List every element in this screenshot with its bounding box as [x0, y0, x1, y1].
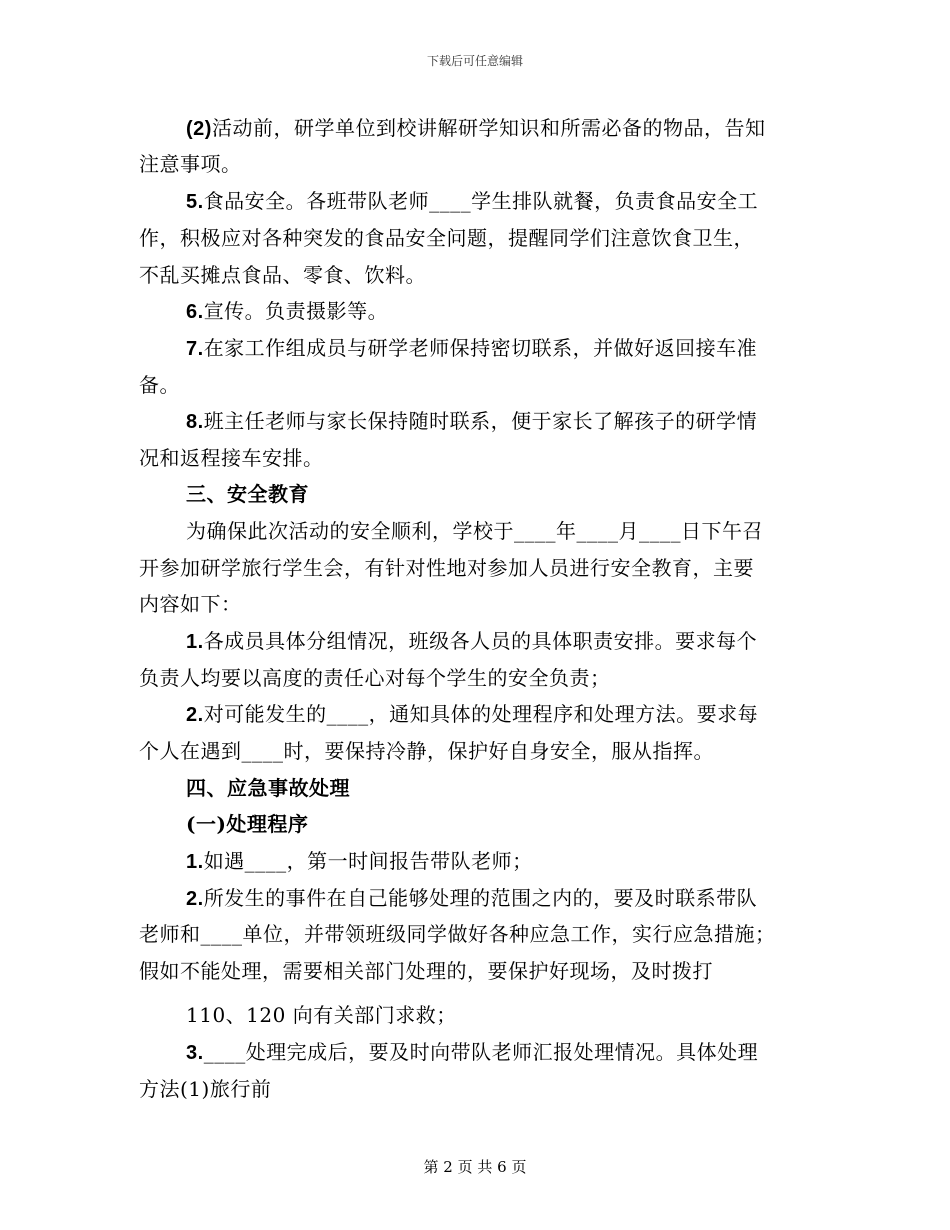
paragraph-line: 6.宣传。负责摄影等。 — [186, 299, 389, 323]
paragraph-line: 负责人均要以高度的责任心对每个学生的安全负责； — [139, 666, 611, 690]
paragraph-line: 2.所发生的事件在自己能够处理的范围之内的，要及时联系带队 — [186, 886, 758, 910]
paragraph-line: 个人在遇到____时，要保持冷静，保护好自身安全，服从指挥。 — [139, 739, 714, 763]
paragraph-line: 不乱买摊点食品、零食、饮料。 — [139, 263, 426, 287]
page-header: 下载后可任意编辑 — [426, 54, 523, 68]
paragraph-line: 为确保此次活动的安全顺利，学校于____年____月____日下午召 — [186, 519, 763, 543]
paragraph-line: 假如不能处理，需要相关部门处理的，要保护好现场，及时拨打 — [139, 959, 713, 983]
paragraph-line: 注意事项。 — [139, 152, 242, 176]
paragraph-line: 开参加研学旅行学生会，有针对性地对参加人员进行安全教育，主要 — [139, 556, 754, 580]
paragraph-line: 备。 — [139, 373, 180, 397]
paragraph-line: 5.食品安全。各班带队老师____学生排队就餐，负责食品安全工 — [186, 189, 759, 213]
paragraph-line: 方法(1)旅行前 — [139, 1077, 272, 1101]
paragraph-line: 1.各成员具体分组情况，班级各人员的具体职责安排。要求每个 — [186, 629, 758, 653]
paragraph-line: 110、120 向有关部门求救； — [186, 1003, 457, 1027]
paragraph-line: 8.班主任老师与家长保持随时联系，便于家长了解孩子的研学情 — [186, 409, 758, 433]
section-heading: 三、安全教育 — [186, 482, 309, 506]
paragraph-line: 1.如遇____，第一时间报告带队老师； — [186, 849, 533, 873]
paragraph-line: 老师和____单位，并带领班级同学做好各种应急工作，实行应急措施； — [139, 922, 776, 946]
page-footer: 第 2 页 共 6 页 — [423, 1158, 527, 1176]
paragraph-line: 作，积极应对各种突发的食品安全问题，提醒同学们注意饮食卫生， — [139, 226, 754, 250]
section-heading: 四、应急事故处理 — [186, 776, 350, 800]
paragraph-line: 2.对可能发生的____，通知具体的处理程序和处理方法。要求每 — [186, 702, 759, 726]
paragraph-line: 7.在家工作组成员与研学老师保持密切联系，并做好返回接车准 — [186, 336, 758, 360]
paragraph-line: 3.____处理完成后，要及时向带队老师汇报处理情况。具体处理 — [186, 1040, 759, 1064]
paragraph-line: 况和返程接车安排。 — [139, 446, 324, 470]
paragraph-line: (2)活动前，研学单位到校讲解研学知识和所需必备的物品，告知 — [186, 116, 766, 140]
subsection-heading: (一)处理程序 — [186, 812, 309, 836]
paragraph-line: 内容如下： — [139, 592, 242, 616]
